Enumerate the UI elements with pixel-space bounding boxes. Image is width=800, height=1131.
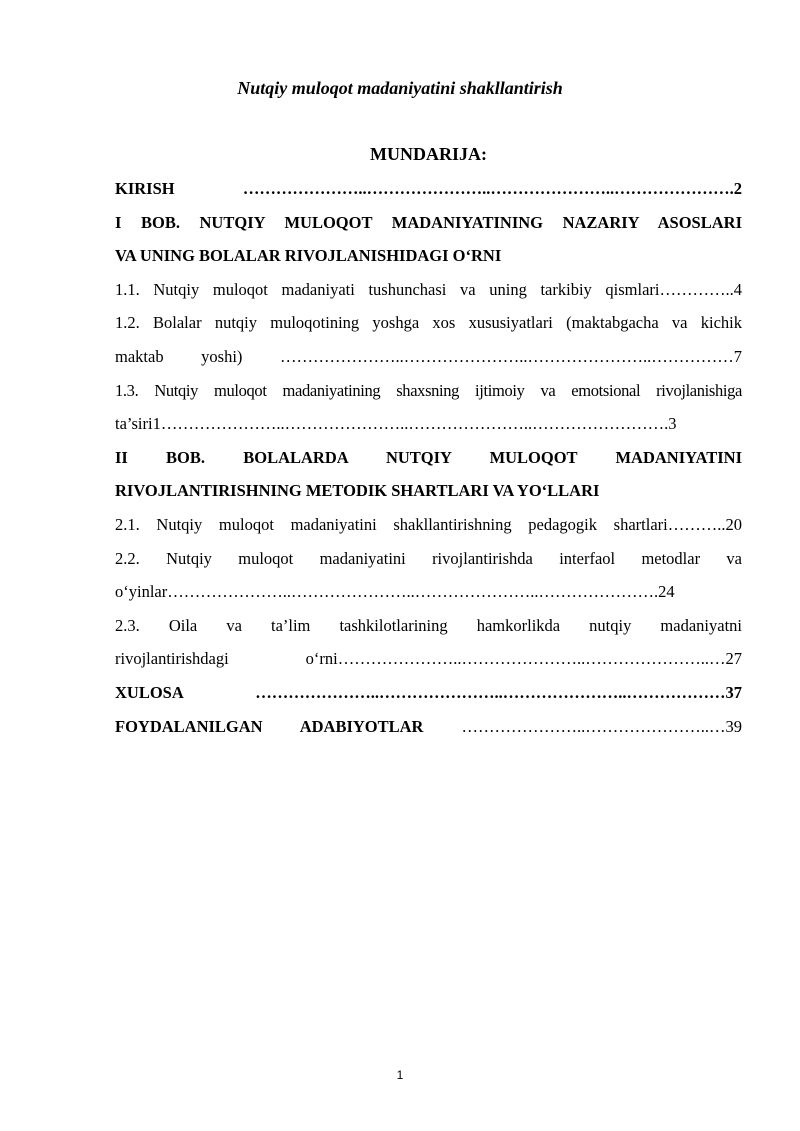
toc-kirish-text: KIRISH …………………..…………………..…………………..………………….2 [115, 179, 742, 198]
toc-chapter-2-line-2: RIVOJLANTIRISHNING METODIK SHARTLARI VA YO‘LLARI [115, 481, 600, 501]
toc-section-2-2-line-2: o‘yinlar…………………..…………………..…………………..………………….24 [115, 582, 675, 602]
toc-entry-xulosa: XULOSA …………………..…………………..…………………..………………37 [115, 682, 742, 702]
toc-section-1-1: 1.1. Nutqiy muloqot madaniyati tushunchasi va uning tarkibiy qismlari…………..4 [115, 279, 742, 299]
toc-entry-adabiyotlar [115, 710, 742, 744]
toc-entry-kirish [115, 172, 742, 206]
page-number: 1 [396, 1068, 404, 1082]
toc-section-2-1: 2.1. Nutqiy muloqot madaniyatini shakllantirishning pedagogik shartlari………..20 [115, 514, 742, 534]
toc-section-1-3-line-1: 1.3. Nutqiy muloqot madaniyatining shaxsning ijtimoiy va emotsional rivojlanishiga [115, 380, 742, 400]
document-title: Nutqiy muloqot madaniyatini shakllantirish [237, 78, 563, 98]
toc-section-1-3-line-2: ta’siri1…………………..…………………..…………………..…………………….3 [115, 414, 677, 434]
toc-chapter-1-line-2: VA UNING BOLALAR RIVOJLANISHIDAGI O‘RNI [115, 246, 502, 266]
toc-adabiyotlar-label: FOYDALANILGAN ADABIYOTLAR [115, 716, 424, 736]
toc-section-1-2-line-1: 1.2. Bolalar nutqiy muloqotining yoshga xos xususiyatlari (maktabgacha va kichik [115, 313, 742, 333]
toc-adabiyotlar-leader: …………………..…………………..…39 [423, 716, 742, 736]
toc-chapter-1-line-1: I BOB. NUTQIY MULOQOT MADANIYATINING NAZARIY ASOSLARI [115, 212, 742, 232]
toc-section-2-3-line-1: 2.3. Oila va ta’lim tashkilotlarining hamkorlikda nutqiy madaniyatni [115, 615, 742, 635]
contents-heading: MUNDARIJA: [370, 144, 487, 164]
toc-section-1-2-line-2: maktab yoshi) …………………..…………………..…………………..……………7 [115, 346, 742, 366]
toc-section-2-2-line-1: 2.2. Nutqiy muloqot madaniyatini rivojlantirishda interfaol metodlar va [115, 548, 742, 568]
table-of-contents [115, 172, 742, 743]
toc-chapter-2-line-1: II BOB. BOLALARDA NUTQIY MULOQOT MADANIYATINI [115, 447, 742, 467]
toc-section-2-3-line-2: rivojlantirishdagi o‘rni…………………..…………………..…………………..…27 [115, 649, 742, 669]
